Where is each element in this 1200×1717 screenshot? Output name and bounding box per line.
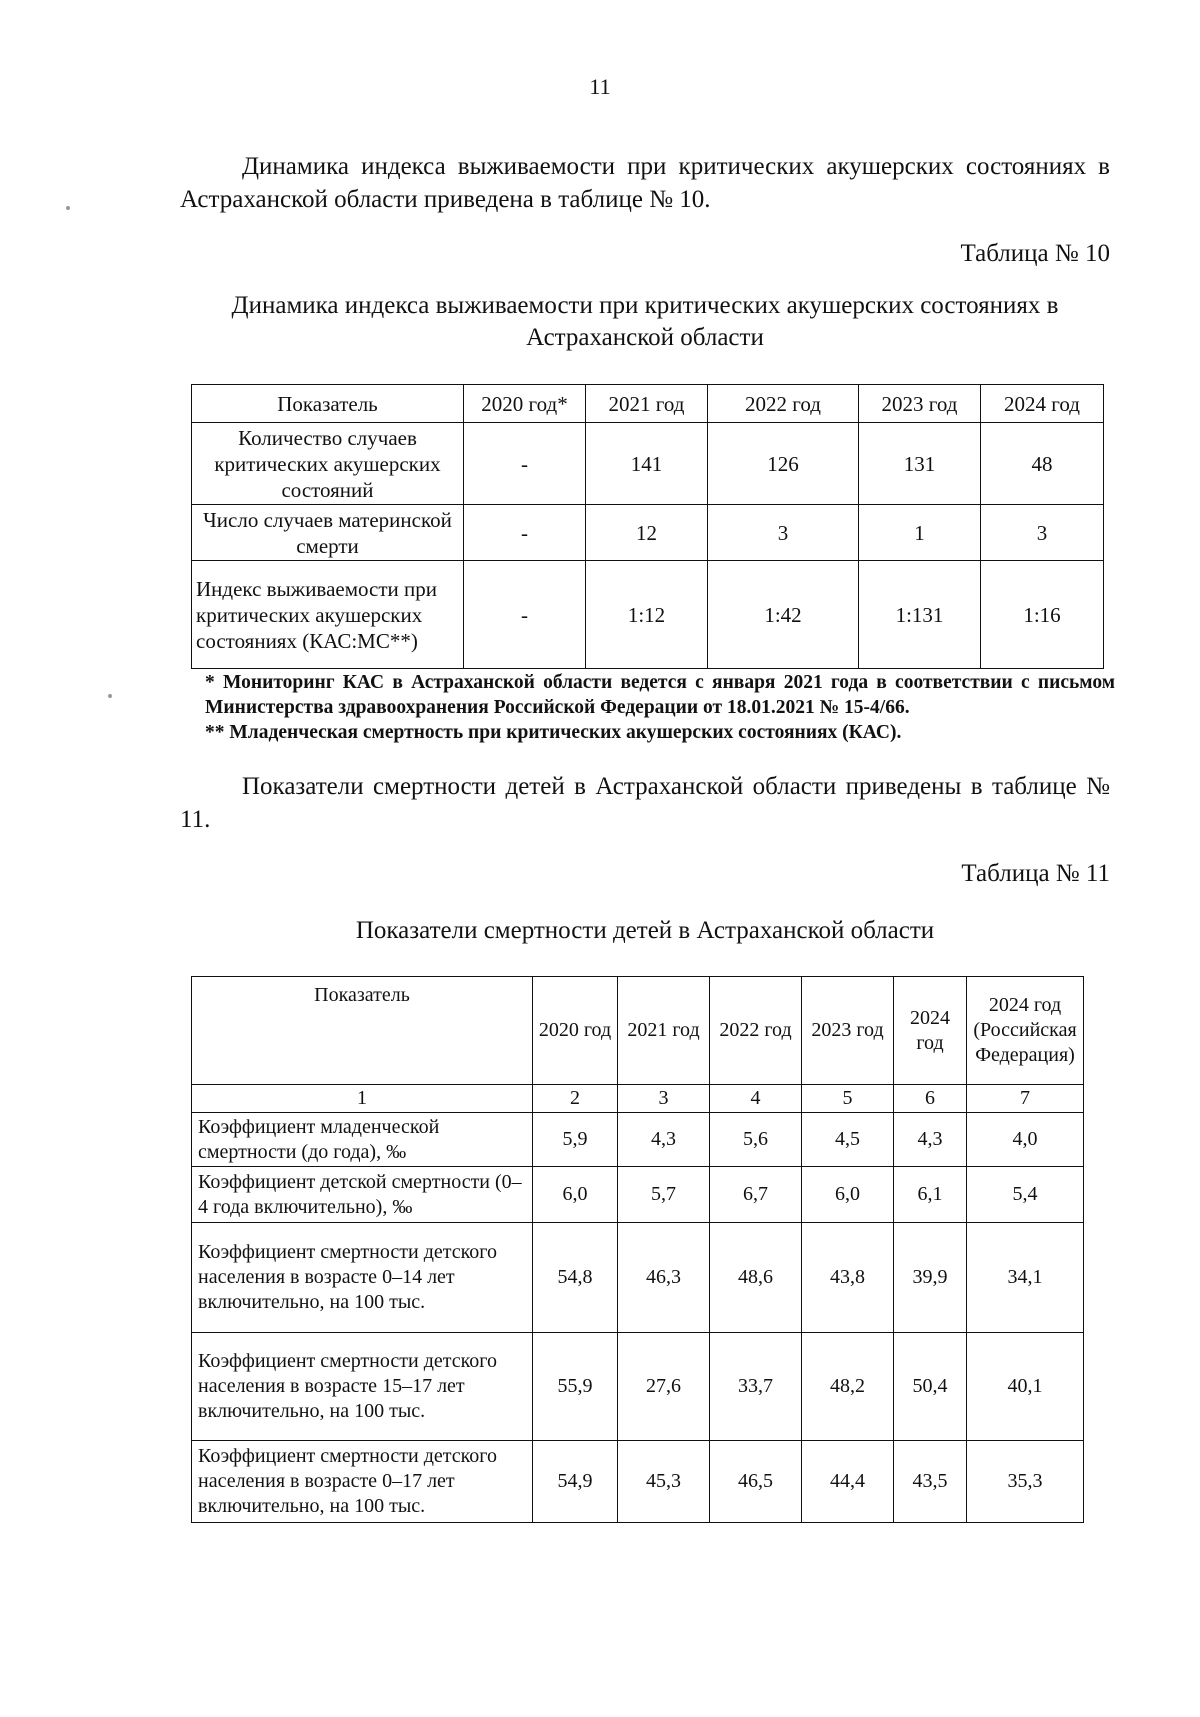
t11-indicator-cell: Коэффициент смертности детского населения в возрасте 15–17 лет включительно, на 100 тыс. xyxy=(192,1333,533,1441)
t11-value-cell: 33,7 xyxy=(710,1333,802,1441)
table-11 xyxy=(191,976,1084,1523)
t10-value-cell: 48 xyxy=(981,423,1104,505)
intro-paragraph-2 xyxy=(180,770,1110,836)
intro-paragraph-2-text: Показатели смертности детей в Астраханской области приведены в таблице № 11. xyxy=(180,773,1110,833)
t11-value-cell: 5,7 xyxy=(618,1167,710,1223)
t10-header-cell: 2022 год xyxy=(708,385,859,423)
table-10-label: Таблица № 10 xyxy=(960,240,1110,267)
footnote-2: ** Младенческая смертность при критических акушерских состояниях (КАС). xyxy=(205,722,902,743)
t11-indicator-cell: Коэффициент младенческой смертности (до года), ‰ xyxy=(192,1113,533,1167)
t11-value-cell: 4,5 xyxy=(802,1113,894,1167)
table-row xyxy=(192,505,1104,561)
t11-value-cell: 46,5 xyxy=(710,1441,802,1523)
t11-column-number: 7 xyxy=(967,1085,1084,1113)
t10-indicator-cell: Количество случаев критических акушерских состояний xyxy=(192,423,464,505)
t10-header-cell: Показатель xyxy=(192,385,464,423)
t10-indicator-cell: Число случаев материнской смерти xyxy=(192,505,464,561)
table-row xyxy=(192,1223,1084,1333)
t10-value-cell: 3 xyxy=(981,505,1104,561)
t11-value-cell: 34,1 xyxy=(967,1223,1084,1333)
t11-column-number: 4 xyxy=(710,1085,802,1113)
t10-indicator-cell: Индекс выживаемости при критических акушерских состояниях (КАС:МС**) xyxy=(192,561,464,669)
table-10-title-line-1: Динамика индекса выживаемости при критических акушерских состояниях в xyxy=(231,292,1059,319)
t11-value-cell: 50,4 xyxy=(894,1333,967,1441)
t11-value-cell: 6,0 xyxy=(802,1167,894,1223)
intro-paragraph-1 xyxy=(180,150,1110,216)
table-row xyxy=(192,561,1104,669)
table-11-title: Показатели смертности детей в Астраханской области xyxy=(355,917,935,944)
t11-column-number: 5 xyxy=(802,1085,894,1113)
t11-indicator-cell: Коэффициент детской смертности (0–4 года включительно), ‰ xyxy=(192,1167,533,1223)
table-10-header-row xyxy=(192,385,1104,423)
scan-speck xyxy=(66,206,70,210)
t10-value-cell: 12 xyxy=(586,505,708,561)
t11-value-cell: 6,0 xyxy=(533,1167,618,1223)
t10-value-cell: - xyxy=(464,561,586,669)
t11-indicator-cell: Коэффициент смертности детского населения в возрасте 0–14 лет включительно, на 100 тыс. xyxy=(192,1223,533,1333)
t11-header-cell: 2024 год (Российская Федерация) xyxy=(967,977,1084,1085)
t11-value-cell: 55,9 xyxy=(533,1333,618,1441)
page-number: 11 xyxy=(589,74,611,99)
t11-column-number: 2 xyxy=(533,1085,618,1113)
t10-header-cell: 2020 год* xyxy=(464,385,586,423)
table-10 xyxy=(191,384,1104,669)
t11-value-cell: 48,6 xyxy=(710,1223,802,1333)
t11-header-cell: 2023 год xyxy=(802,977,894,1085)
intro-paragraph-1-text: Динамика индекса выживаемости при критических акушерских состояниях в Астраханской области приведена в таблице № 10. xyxy=(180,153,1110,213)
table-10-title-line-2: Астраханской области xyxy=(526,324,764,351)
t11-value-cell: 5,4 xyxy=(967,1167,1084,1223)
table-10-title xyxy=(180,290,1110,354)
t11-value-cell: 5,6 xyxy=(710,1113,802,1167)
t11-value-cell: 48,2 xyxy=(802,1333,894,1441)
t11-header-cell: 2022 год xyxy=(710,977,802,1085)
t10-header-cell: 2021 год xyxy=(586,385,708,423)
t10-value-cell: 3 xyxy=(708,505,859,561)
t10-value-cell: 131 xyxy=(859,423,981,505)
t11-value-cell: 39,9 xyxy=(894,1223,967,1333)
t11-indicator-cell: Коэффициент смертности детского населения в возрасте 0–17 лет включительно, на 100 тыс. xyxy=(192,1441,533,1523)
t11-column-number: 6 xyxy=(894,1085,967,1113)
t10-value-cell: 141 xyxy=(586,423,708,505)
t10-header-cell: 2023 год xyxy=(859,385,981,423)
table-row xyxy=(192,1167,1084,1223)
t11-value-cell: 27,6 xyxy=(618,1333,710,1441)
scan-speck xyxy=(108,694,112,698)
t11-value-cell: 46,3 xyxy=(618,1223,710,1333)
t10-value-cell: - xyxy=(464,423,586,505)
table-row xyxy=(192,1333,1084,1441)
table-row xyxy=(192,1441,1084,1523)
t11-column-number: 3 xyxy=(618,1085,710,1113)
table-row xyxy=(192,1113,1084,1167)
t10-value-cell: 1:42 xyxy=(708,561,859,669)
t10-value-cell: 1:131 xyxy=(859,561,981,669)
t11-value-cell: 45,3 xyxy=(618,1441,710,1523)
t10-header-cell: 2024 год xyxy=(981,385,1104,423)
t10-value-cell: 1:16 xyxy=(981,561,1104,669)
t11-header-cell: 2024 год xyxy=(894,977,967,1085)
t10-value-cell: 1 xyxy=(859,505,981,561)
table-11-label: Таблица № 11 xyxy=(961,860,1110,887)
t11-value-cell: 6,1 xyxy=(894,1167,967,1223)
t11-value-cell: 54,9 xyxy=(533,1441,618,1523)
t11-value-cell: 5,9 xyxy=(533,1113,618,1167)
t11-header-cell: 2021 год xyxy=(618,977,710,1085)
t11-column-number: 1 xyxy=(192,1085,533,1113)
t11-value-cell: 43,5 xyxy=(894,1441,967,1523)
t11-header-cell: 2020 год xyxy=(533,977,618,1085)
table-11-header-row xyxy=(192,977,1084,1085)
t11-value-cell: 43,8 xyxy=(802,1223,894,1333)
t11-value-cell: 6,7 xyxy=(710,1167,802,1223)
t11-value-cell: 44,4 xyxy=(802,1441,894,1523)
t11-header-cell: Показатель xyxy=(192,977,533,1085)
t11-value-cell: 4,0 xyxy=(967,1113,1084,1167)
t11-value-cell: 35,3 xyxy=(967,1441,1084,1523)
table-11-column-number-row xyxy=(192,1085,1084,1113)
t10-value-cell: - xyxy=(464,505,586,561)
t10-value-cell: 126 xyxy=(708,423,859,505)
t11-value-cell: 4,3 xyxy=(894,1113,967,1167)
t10-value-cell: 1:12 xyxy=(586,561,708,669)
table-10-footnotes xyxy=(205,670,1115,745)
t11-value-cell: 54,8 xyxy=(533,1223,618,1333)
table-row xyxy=(192,423,1104,505)
footnote-1: * Мониторинг КАС в Астраханской области ведется с января 2021 года в соответствии с письмом Министерства здравоохранения Российской Федерации от 18.01.2021 № 15-4/66. xyxy=(205,672,1115,718)
t11-value-cell: 40,1 xyxy=(967,1333,1084,1441)
t11-value-cell: 4,3 xyxy=(618,1113,710,1167)
